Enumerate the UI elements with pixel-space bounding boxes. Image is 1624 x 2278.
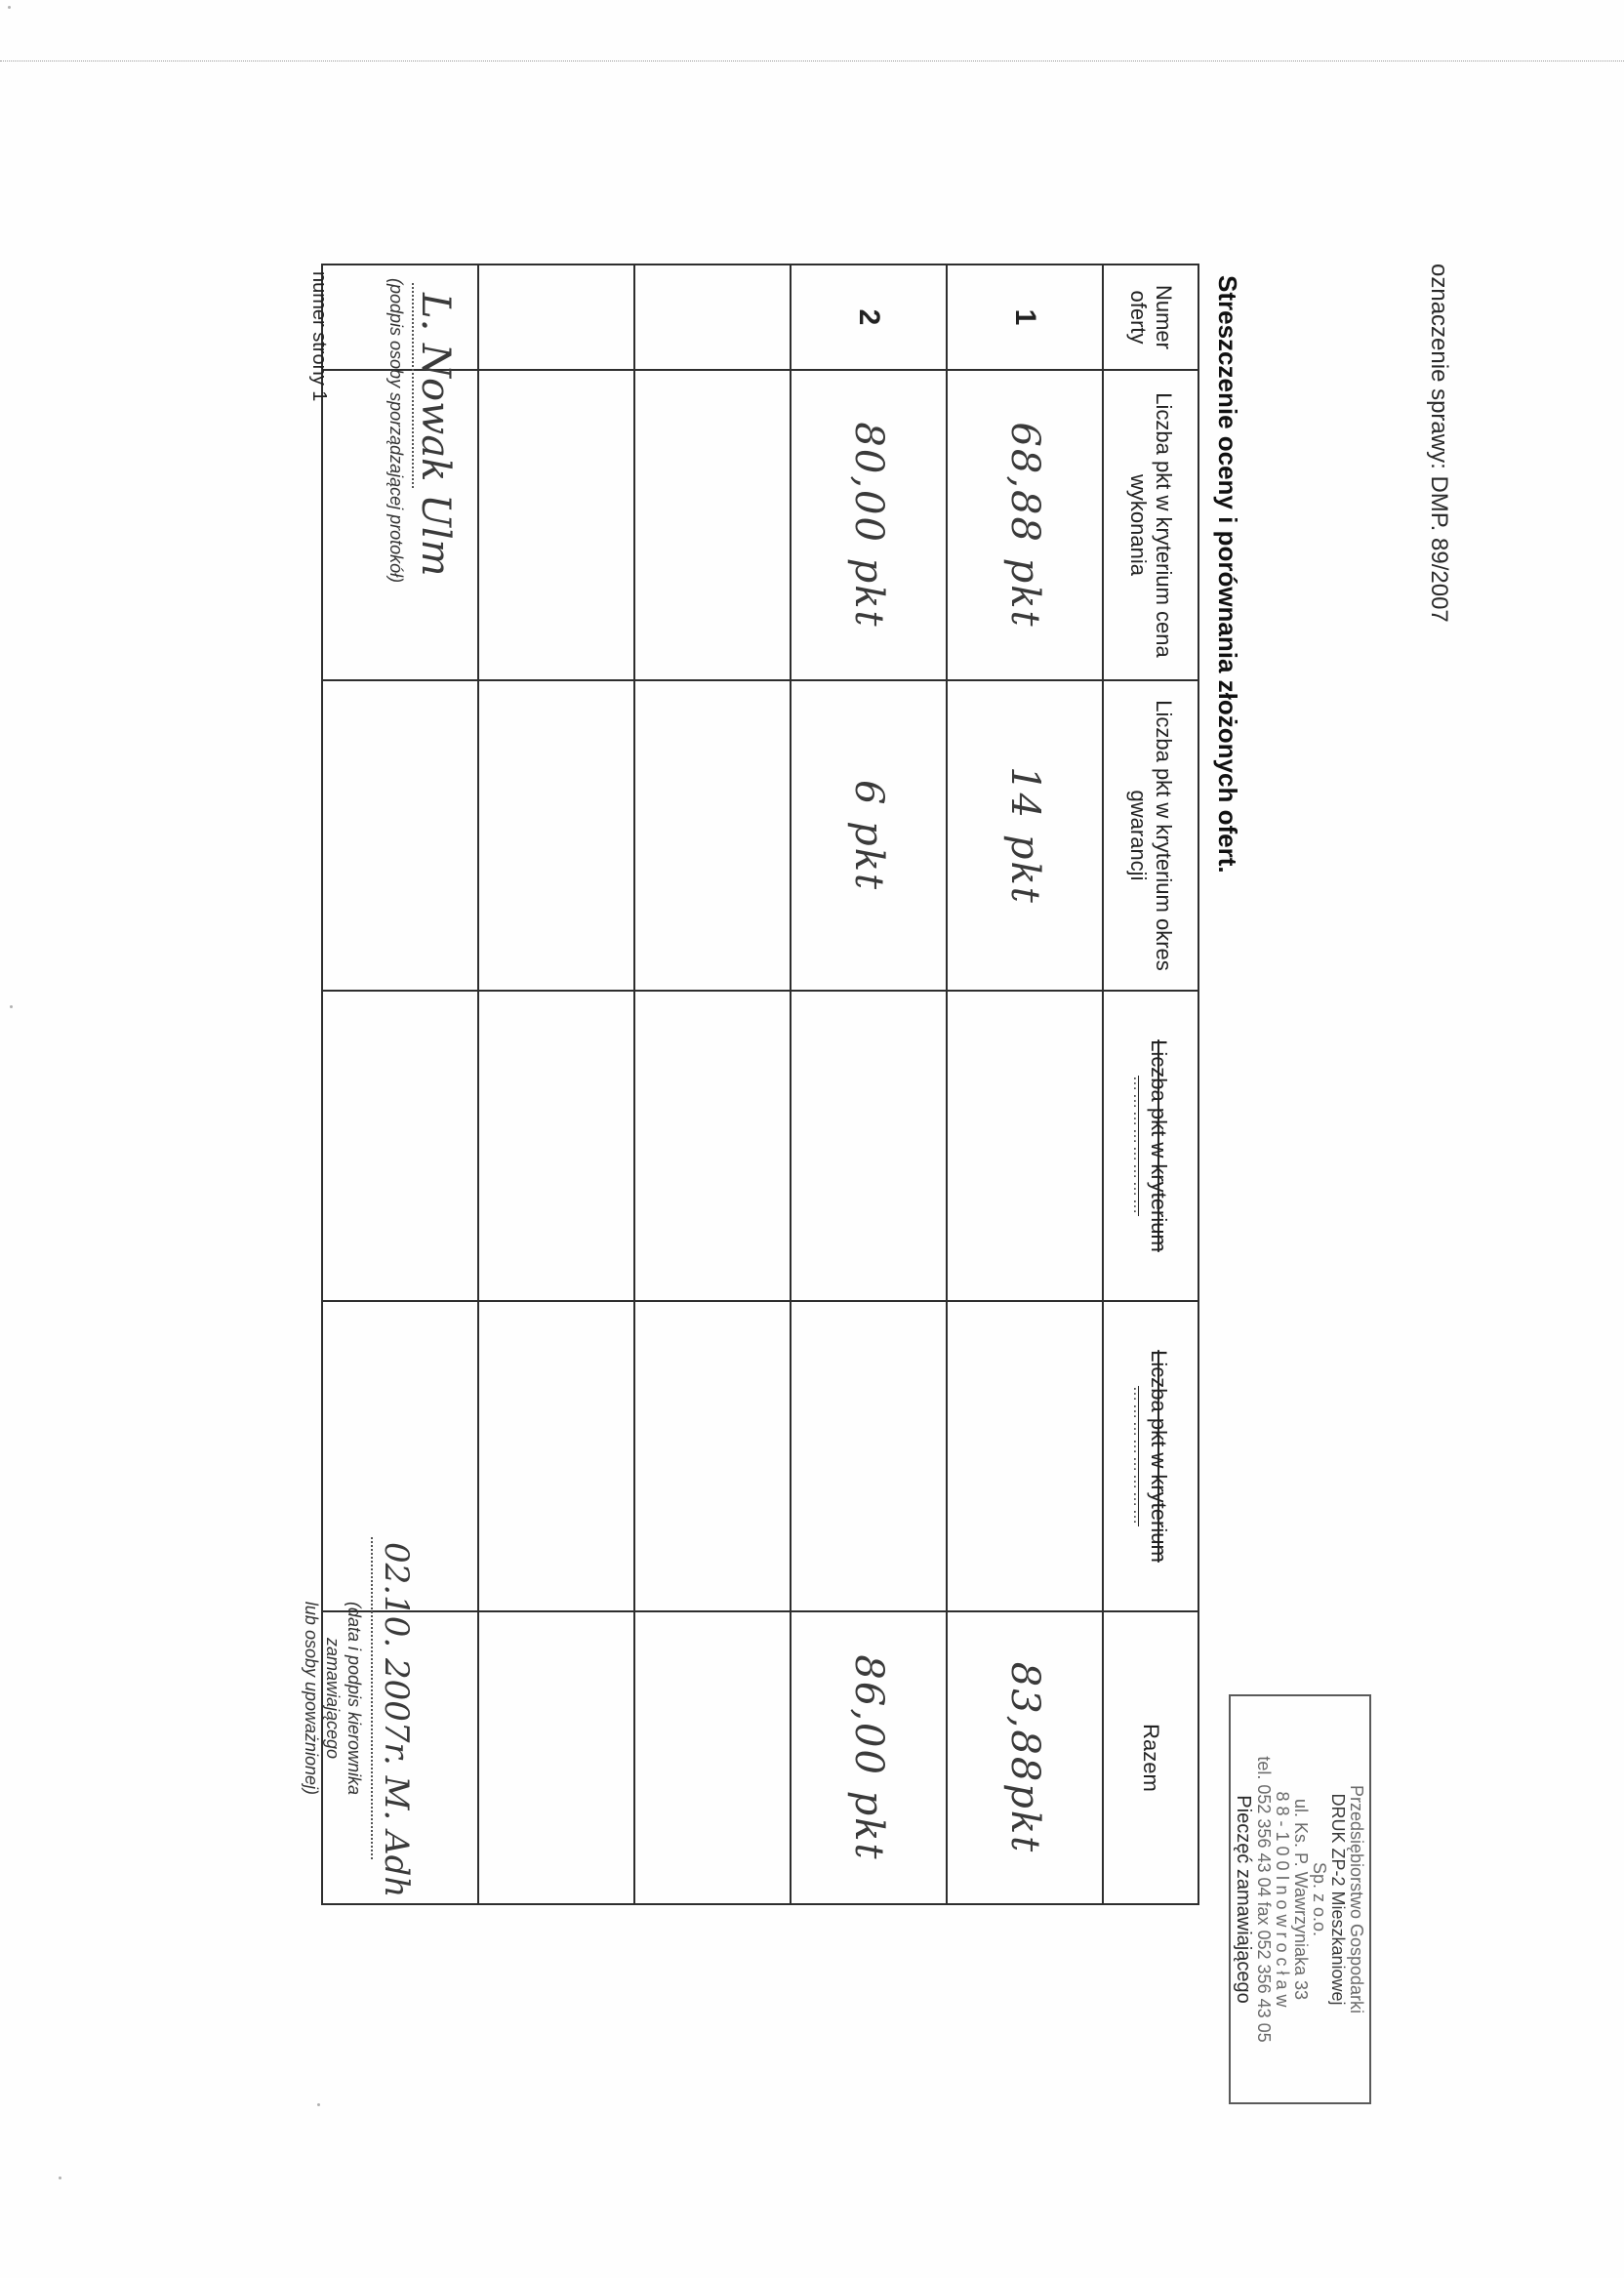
offer-number	[478, 264, 634, 370]
total-points: 83,88pkt	[947, 1611, 1103, 1904]
criterion-3-points	[791, 991, 947, 1301]
page-number: numer strony 1	[308, 271, 330, 402]
total-points	[478, 1611, 634, 1904]
criterion-3-points	[322, 991, 478, 1301]
header-criterion-3-label: Liczba pkt w kryterium	[1147, 1039, 1171, 1252]
header-criterion-4-label: Liczba pkt w kryterium	[1147, 1350, 1171, 1563]
offer-number	[634, 264, 791, 370]
preparer-signature: L. Nowak Ulm	[413, 293, 458, 577]
total-points	[634, 1611, 791, 1904]
criterion-4-points	[634, 1301, 791, 1611]
header-dots: ……………………	[1130, 1076, 1147, 1216]
criterion-4-points	[947, 1301, 1103, 1611]
stamp-line: 8 8 - 1 0 0 I n o w r o c ł a w	[1273, 1791, 1292, 2008]
header-price-criterion: Liczba pkt w kryterium cena wykonania	[1103, 370, 1198, 680]
signature-line	[412, 283, 414, 488]
table-header-row	[1103, 264, 1198, 1904]
stamp-line: ul. Ks. P. Wawrzyniaka 33	[1291, 1798, 1311, 2001]
stamp-line: tel. 052 356 43 04 fax 052 356 43 05	[1254, 1756, 1274, 2043]
warranty-points: 6 pkt	[791, 680, 947, 991]
table-row	[634, 264, 791, 1904]
criterion-4-points	[791, 1301, 947, 1611]
total-points: 86,00 pkt	[791, 1611, 947, 1904]
head-signature: 02.10. 2007r. M. Adh	[377, 1542, 416, 1898]
header-total: Razem	[1103, 1611, 1198, 1904]
stamp-line: DRUK ZP-2 Mieszkaniowej	[1328, 1793, 1348, 2006]
signature-line	[371, 1537, 373, 1859]
warranty-points: 14 pkt	[947, 680, 1103, 991]
table-row	[478, 264, 634, 1904]
offer-number: 1	[947, 264, 1103, 370]
price-points: 68,88 pkt	[947, 370, 1103, 680]
stamp-label: Pieczęć zamawiającego	[1233, 1795, 1254, 2004]
criterion-3-points	[947, 991, 1103, 1301]
case-reference: oznaczenie sprawy: DMP. 89/2007	[1426, 264, 1452, 623]
criterion-4-points	[478, 1301, 634, 1611]
header-warranty-criterion: Liczba pkt w kryterium okres gwarancji	[1103, 680, 1198, 991]
head-caption-line: lub osoby upoważnionej)	[302, 1601, 321, 1796]
header-dots: ……………………	[1130, 1386, 1147, 1526]
header-criterion-3	[1103, 991, 1198, 1301]
header-offer-number: Numer oferty	[1103, 264, 1198, 370]
price-points: 80,00 pkt	[791, 370, 947, 680]
price-points	[634, 370, 791, 680]
offer-number: 2	[791, 264, 947, 370]
stamp-line: Przedsiębiorstwo Gospodarki	[1347, 1784, 1366, 2014]
criterion-3-points	[634, 991, 791, 1301]
header-criterion-4	[1103, 1301, 1198, 1611]
warranty-points	[478, 680, 634, 991]
stamp-line: Sp. z o.o.	[1310, 1861, 1329, 1937]
head-caption-line: (data i podpis kierownika zamawiającego	[323, 1601, 364, 1796]
warranty-points	[322, 680, 478, 991]
summary-title: Streszczenie oceny i porównania złożonych ofert.	[1213, 275, 1242, 874]
criterion-3-points	[478, 991, 634, 1301]
company-stamp	[1229, 1694, 1371, 2104]
price-points	[478, 370, 634, 680]
warranty-points	[634, 680, 791, 991]
head-caption	[301, 1542, 365, 1854]
table-row	[947, 264, 1103, 1904]
table-row	[791, 264, 947, 1904]
preparer-caption: (podpis osoby sporządzającej protokół)	[386, 278, 406, 584]
